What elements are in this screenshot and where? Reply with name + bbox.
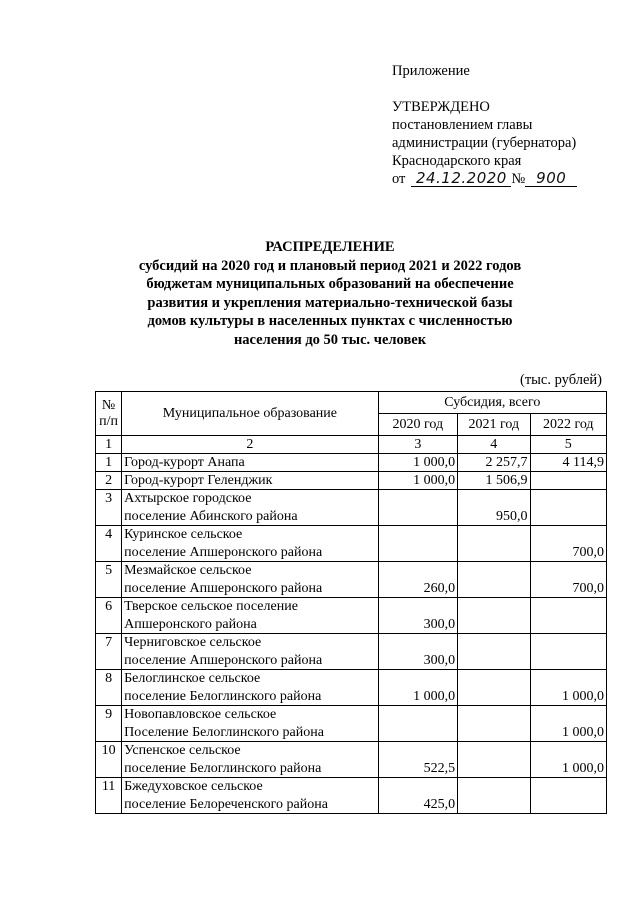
value-2022	[530, 472, 607, 490]
approval-line-1: постановлением главы	[392, 117, 533, 133]
value-2022: 700,0	[530, 562, 607, 598]
value-2020	[378, 706, 457, 742]
value-2021: 950,0	[458, 490, 530, 526]
municipality-name-line: Белоглинское сельское	[124, 671, 261, 686]
table-row	[96, 526, 607, 562]
value-2022	[530, 598, 607, 634]
municipality-name-line: Мезмайское сельское	[124, 563, 252, 578]
row-number: 4	[96, 526, 122, 562]
approval-line-2: администрации (губернатора)	[392, 135, 577, 151]
table-row	[96, 670, 607, 706]
col-index: 2	[122, 436, 378, 454]
heading-line-3: развития и укрепления материально-технической базы	[147, 294, 513, 311]
municipality-name-line: поселение Белоглинского района	[124, 760, 322, 776]
value-2021	[458, 706, 530, 742]
heading-line-1: субсидий на 2020 год и плановый период 2021 и 2022 годов	[138, 257, 522, 274]
value-2021	[458, 598, 530, 634]
municipality-name-line: поселение Белоглинского района	[124, 688, 322, 704]
municipality-name-line: поселение Апшеронского района	[124, 652, 323, 668]
col-index: 3	[378, 436, 457, 454]
table-row	[96, 706, 607, 742]
row-number: 8	[96, 670, 122, 706]
approval-date-number	[392, 170, 632, 188]
municipality-name-line: Город-курорт Анапа	[124, 455, 245, 470]
value-2022: 700,0	[530, 526, 607, 562]
municipality-name-line: Новопавловское сельское	[124, 707, 277, 722]
municipality-name-line: поселение Апшеронского района	[124, 580, 323, 596]
row-number: 2	[96, 472, 122, 490]
table-row	[96, 634, 607, 670]
value-2022: 1 000,0	[530, 670, 607, 706]
subsidy-table	[95, 391, 607, 814]
municipality-name	[122, 490, 378, 526]
approval-line-3: Краснодарского края	[392, 153, 522, 169]
municipality-name	[122, 562, 378, 598]
municipality-name	[122, 670, 378, 706]
col-header-name: Муниципальное образование	[122, 392, 378, 436]
value-2022	[530, 778, 607, 814]
municipality-name-line: Апшеронского района	[124, 616, 257, 632]
value-2022: 1 000,0	[530, 706, 607, 742]
col-index: 4	[458, 436, 530, 454]
table-row	[96, 562, 607, 598]
municipality-name-line: Бжедуховское сельское	[124, 779, 263, 794]
table-row	[96, 742, 607, 778]
col-index: 1	[96, 436, 122, 454]
approval-number: 900	[525, 170, 577, 187]
municipality-name-line: Куринское сельское	[124, 527, 243, 542]
municipality-name	[122, 454, 378, 472]
value-2021	[458, 742, 530, 778]
value-2021	[458, 634, 530, 670]
row-number: 3	[96, 490, 122, 526]
value-2022	[530, 634, 607, 670]
table-row	[96, 598, 607, 634]
value-2020: 1 000,0	[378, 472, 457, 490]
attachment-label: Приложение	[392, 63, 470, 79]
heading-title: РАСПРЕДЕЛЕНИЕ	[265, 239, 395, 255]
municipality-name-line: поселение Белореченского района	[124, 796, 328, 812]
municipality-name-line: Город-курорт Геленджик	[124, 473, 273, 488]
table-row	[96, 454, 607, 472]
municipality-name-line: Черниговское сельское	[124, 635, 262, 650]
row-number: 5	[96, 562, 122, 598]
municipality-name-line: поселение Абинского района	[124, 508, 298, 524]
row-number: 6	[96, 598, 122, 634]
col-header-num: № п/п	[96, 392, 122, 436]
heading-line-5: населения до 50 тыс. человек	[233, 331, 427, 348]
unit-label: (тыс. рублей)	[520, 372, 602, 388]
municipality-name	[122, 472, 378, 490]
value-2020: 425,0	[378, 778, 457, 814]
row-number: 10	[96, 742, 122, 778]
municipality-name-line: поселение Апшеронского района	[124, 544, 323, 560]
value-2020: 1 000,0	[378, 454, 457, 472]
heading-line-2: бюджетам муниципальных образований на обеспечение	[146, 276, 514, 293]
municipality-name	[122, 598, 378, 634]
row-number: 1	[96, 454, 122, 472]
row-number: 9	[96, 706, 122, 742]
col-header-2020: 2020 год	[378, 414, 457, 436]
col-header-subsidy: Субсидия, всего	[378, 392, 606, 414]
value-2021	[458, 670, 530, 706]
value-2021	[458, 562, 530, 598]
row-number: 11	[96, 778, 122, 814]
municipality-name	[122, 526, 378, 562]
municipality-name	[122, 706, 378, 742]
value-2020: 300,0	[378, 634, 457, 670]
municipality-name-line: Тверское сельское поселение	[124, 599, 298, 614]
value-2020: 300,0	[378, 598, 457, 634]
value-2020: 1 000,0	[378, 670, 457, 706]
value-2020	[378, 526, 457, 562]
value-2022	[530, 490, 607, 526]
municipality-name	[122, 742, 378, 778]
col-index: 5	[530, 436, 607, 454]
value-2021: 1 506,9	[458, 472, 530, 490]
document-heading	[95, 238, 565, 350]
heading-line-4: домов культуры в населенных пунктах с численностью	[147, 313, 513, 330]
municipality-name-line: Ахтырское городское	[124, 491, 252, 506]
value-2020	[378, 490, 457, 526]
value-2022: 4 114,9	[530, 454, 607, 472]
municipality-name	[122, 634, 378, 670]
value-2020: 522,5	[378, 742, 457, 778]
value-2022: 1 000,0	[530, 742, 607, 778]
value-2020: 260,0	[378, 562, 457, 598]
number-label: №	[511, 171, 526, 187]
col-header-2022: 2022 год	[530, 414, 607, 436]
approval-date: 24.12.2020	[411, 170, 511, 187]
value-2021: 2 257,7	[458, 454, 530, 472]
approved-label: УТВЕРЖДЕНО	[392, 99, 490, 115]
value-2021	[458, 526, 530, 562]
table-row	[96, 472, 607, 490]
from-label: от	[392, 171, 406, 187]
value-2021	[458, 778, 530, 814]
table-row	[96, 490, 607, 526]
municipality-name-line: Поселение Белоглинского района	[124, 724, 324, 740]
row-number: 7	[96, 634, 122, 670]
col-header-2021: 2021 год	[458, 414, 530, 436]
table-row	[96, 778, 607, 814]
approval-block	[392, 62, 632, 188]
municipality-name-line: Успенское сельское	[124, 743, 241, 758]
municipality-name	[122, 778, 378, 814]
